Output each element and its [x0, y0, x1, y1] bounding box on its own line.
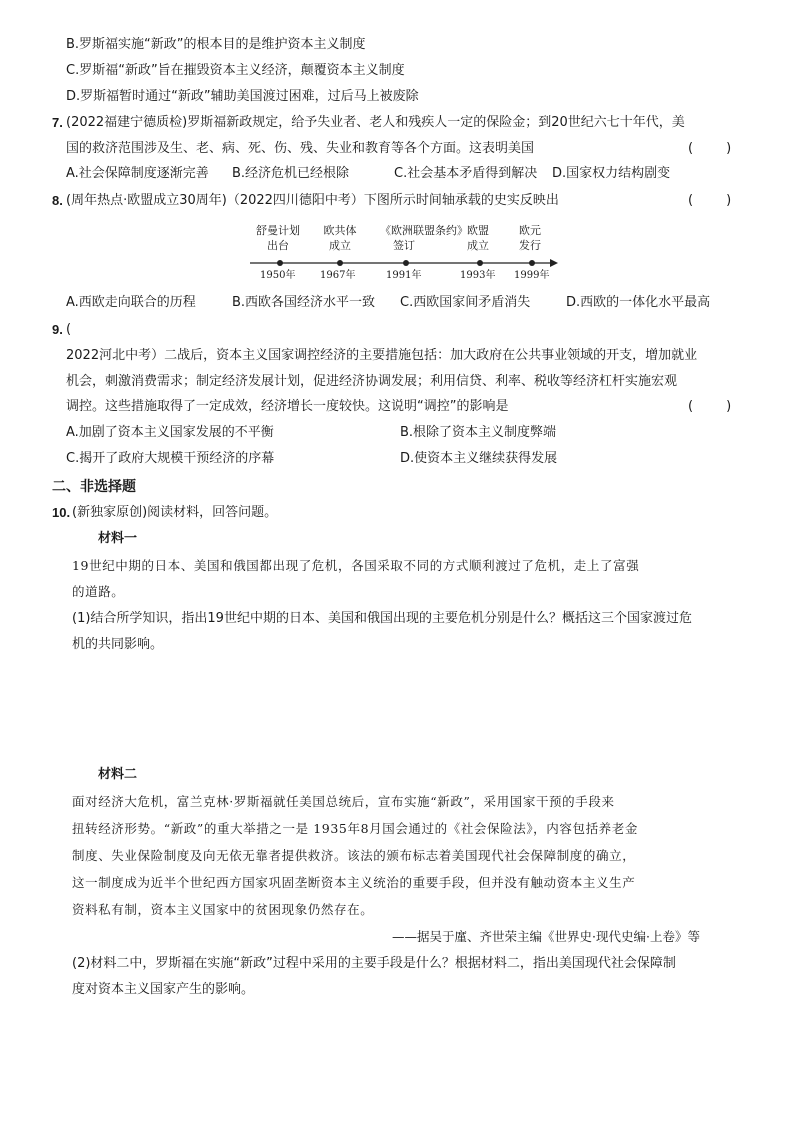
q7-answer-blank[interactable]: ( ): [688, 141, 732, 156]
timeline-year-1950: 1950年: [260, 270, 296, 281]
q8-number: 8.: [52, 193, 63, 208]
q9-option-b[interactable]: B.根除了资本主义制度弊端: [400, 425, 557, 440]
q9-answer-blank[interactable]: ( ): [688, 399, 732, 414]
material-2-line5: 资料私有制，资本主义国家中的贫困现象仍然存在。: [72, 902, 374, 917]
timeline-arrow-icon: [550, 259, 558, 267]
timeline-event-1-subtitle: 出台: [267, 239, 289, 252]
q9-stem-line2: 机会，刺激消费需求；制定经济发展计划，促进经济协调发展；利用信贷、利率、税收等经济杠杆实施宏观: [66, 374, 678, 389]
q7-stem-line1: (2022福建宁德质检)罗斯福新政规定，给予失业者、老人和残疾人一定的保险金；到20世纪六七十年代，美: [66, 115, 685, 130]
timeline-year-1967: 1967年: [320, 270, 356, 281]
material-2-line2: 扭转经济形势。“新政”的重大举措之一是 1935年8月国会通过的《社会保险法》，内容包括养老金: [72, 821, 638, 836]
timeline-dot-1993: [477, 260, 483, 266]
q8-option-d[interactable]: D.西欧的一体化水平最高: [566, 295, 711, 310]
q8-option-b[interactable]: B.西欧各国经济水平一致: [232, 295, 376, 310]
timeline-year-1999: 1999年: [514, 270, 550, 281]
q7-option-c[interactable]: C.社会基本矛盾得到解决: [394, 166, 538, 181]
q6-option-d[interactable]: D.罗斯福暂时通过“新政”辅助美国渡过困难，过后马上被废除: [66, 89, 419, 104]
timeline-event-3-subtitle: 签订: [393, 239, 415, 252]
timeline-event-3-title: 《欧洲联盟条约》: [380, 224, 468, 237]
q10-sub2-line1: (2)材料二中，罗斯福在实施“新政”过程中采用的主要手段是什么？根据材料二，指出美国现代社会保障制: [72, 956, 676, 971]
material-2-line4: 这一制度成为近半个世纪西方国家巩固垄断资本主义统治的重要手段，但并没有触动资本主义生产: [72, 875, 636, 890]
q9-option-d[interactable]: D.使资本主义继续获得发展: [400, 451, 558, 466]
q7-number: 7.: [52, 115, 63, 130]
q6-option-c[interactable]: C.罗斯福“新政”旨在摧毁资本主义经济，颠覆资本主义制度: [66, 63, 405, 78]
timeline-event-5-subtitle: 发行: [519, 239, 541, 252]
q9-open-paren: (: [66, 322, 72, 337]
timeline-axis: [246, 256, 562, 270]
section-heading-non-choice: 二、非选择题: [52, 479, 136, 495]
q10-number: 10.: [52, 505, 71, 520]
q7-option-b[interactable]: B.经济危机已经根除: [232, 166, 350, 181]
q9-option-c[interactable]: C.揭开了政府大规模干预经济的序幕: [66, 451, 275, 466]
q9-number: 9.: [52, 322, 63, 337]
timeline-event-4-title: 欧盟: [467, 224, 489, 237]
material-2-title: 材料二: [98, 767, 138, 782]
q10-intro: (新独家原创)阅读材料，回答问题。: [72, 505, 278, 520]
q8-timeline-figure: [246, 224, 562, 284]
q8-option-a[interactable]: A.西欧走向联合的历程: [66, 295, 196, 310]
material-1-line1: 19世纪中期的日本、美国和俄国都出现了危机，各国采取不同的方式顺利渡过了危机，走上了富强: [72, 558, 640, 573]
material-2-source: ——据吴于廑、齐世荣主编《世界史·现代史编·上卷》等: [392, 929, 700, 944]
timeline-dot-1950: [277, 260, 283, 266]
q8-stem: (周年热点·欧盟成立30周年)（2022四川德阳中考）下图所示时间轴承载的史实反映出: [66, 193, 559, 208]
timeline-year-1993: 1993年: [460, 270, 496, 281]
q9-stem-line1: 2022河北中考）二战后，资本主义国家调控经济的主要措施包括：加大政府在公共事业领域的开支，增加就业: [66, 348, 698, 363]
timeline-dot-1967: [337, 260, 343, 266]
timeline-event-2-subtitle: 成立: [329, 239, 351, 252]
q10-sub1-answer-area[interactable]: [72, 660, 732, 760]
timeline-event-5-title: 欧元: [519, 224, 541, 237]
q7-option-a[interactable]: A.社会保障制度逐渐完善: [66, 166, 209, 181]
material-2-line1: 面对经济大危机，富兰克林·罗斯福就任美国总统后，宣布实施“新政”，采用国家干预的手段来: [72, 794, 615, 809]
q8-option-c[interactable]: C.西欧国家间矛盾消失: [400, 295, 531, 310]
q9-stem-line3: 调控。这些措施取得了一定成效，经济增长一度较快。这说明“调控”的影响是: [66, 399, 509, 414]
material-2-line3: 制度、失业保险制度及向无依无靠者提供救济。该法的颁布标志着美国现代社会保障制度的确立，: [72, 848, 636, 863]
timeline-event-1-title: 舒曼计划: [256, 224, 300, 237]
material-1-line2: 的道路。: [72, 584, 125, 599]
q9-option-a[interactable]: A.加剧了资本主义国家发展的不平衡: [66, 425, 274, 440]
q10-sub1-line1: (1)结合所学知识，指出19世纪中期的日本、美国和俄国出现的主要危机分别是什么？概括这三个国家渡过危: [72, 611, 692, 626]
material-1-title: 材料一: [98, 531, 138, 546]
q7-stem-line2: 国的救济范围涉及生、老、病、死、伤、残、失业和教育等各个方面。这表明美国: [66, 141, 535, 156]
timeline-dot-1999: [529, 260, 535, 266]
q7-option-d[interactable]: D.国家权力结构剧变: [552, 166, 671, 181]
timeline-year-1991: 1991年: [386, 270, 422, 281]
q6-option-b[interactable]: B.罗斯福实施“新政”的根本目的是维护资本主义制度: [66, 37, 366, 52]
timeline-dot-1991: [403, 260, 409, 266]
q8-answer-blank[interactable]: ( ): [688, 193, 732, 208]
q10-sub2-answer-area[interactable]: [72, 1006, 732, 1106]
q10-sub1-line2: 机的共同影响。: [72, 637, 164, 652]
timeline-event-2-title: 欧共体: [323, 224, 357, 237]
q10-sub2-line2: 度对资本主义国家产生的影响。: [72, 982, 255, 997]
timeline-event-4-subtitle: 成立: [467, 239, 489, 252]
